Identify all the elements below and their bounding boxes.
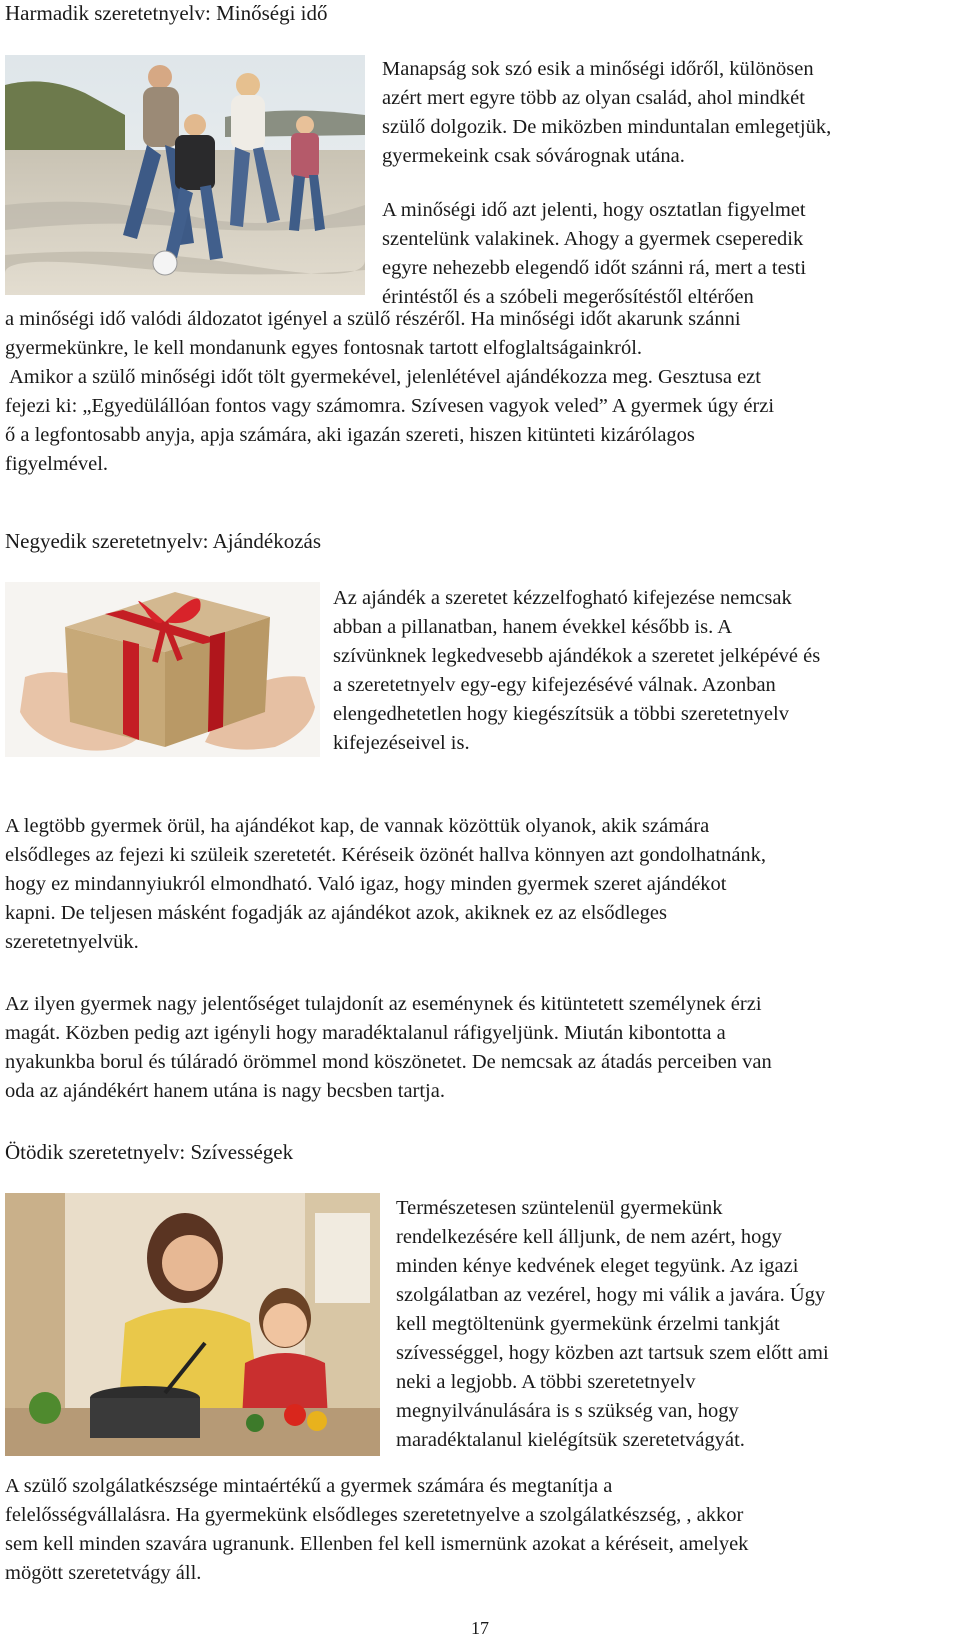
text-line: Az ilyen gyermek nagy jelentőséget tulajdonít az eseménynek és kitüntetett személynek érzi	[5, 993, 762, 1015]
acts-of-service-body	[5, 1472, 748, 1588]
text-line: magát. Közben pedig azt igényli hogy maradéktalanul ráfigyeljünk. Miután kibontotta a	[5, 1022, 726, 1044]
text-line: fejezi ki: „Egyedülállóan fontos vagy számomra. Szívesen vagyok veled” A gyermek úgy érzi	[5, 395, 775, 417]
text-line: felelősségvállalásra. Ha gyermekünk elsődleges szeretetnyelve a szolgálatkészség, , akkor	[5, 1504, 744, 1526]
text-line: A minőségi idő azt jelenti, hogy osztatlan figyelmet	[382, 199, 806, 221]
section-title-quality-time: Harmadik szeretetnyelv: Minőségi idő	[5, 1, 328, 25]
text-line: szülő dolgozik. De miközben minduntalan emlegetjük,	[382, 116, 832, 138]
text-line: kapni. De teljesen másként fogadják az ajándékot azok, akiknek ez az elsődleges	[5, 902, 667, 924]
text-line: elsődleges az fejezi ki szüleik szeretetét. Kéréseik özönét hallva könnyen azt gondolhatnánk,	[5, 844, 767, 866]
text-line: minden kénye kedvének eleget tegyünk. Az igazi	[396, 1255, 799, 1277]
quality-time-body	[5, 305, 774, 479]
text-line: A szülő szolgálatkészsége mintaértékű a gyermek számára és megtanítja a	[5, 1475, 613, 1497]
text-line: kell megtöltenünk gyermekünk érzelmi tankját	[396, 1313, 780, 1335]
page-number: 17	[471, 1618, 489, 1638]
text-line: gyermekünkre, le kell mondanunk egyes fontosnak tartott elfoglaltságainkról.	[5, 337, 643, 359]
family-beach-photo	[5, 55, 365, 295]
text-line: maradéktalanul kielégítsük szeretetvágyát.	[396, 1429, 745, 1451]
text-line: Manapság sok szó esik a minőségi időről, különösen	[382, 58, 814, 80]
gifts-paragraph-1	[5, 812, 766, 957]
gifts-paragraph-2	[5, 990, 772, 1106]
text-line: elengedhetetlen hogy kiegészítsük a többi szeretetnyelv	[333, 703, 789, 725]
text-line: szentelünk valakinek. Ahogy a gyermek cseperedik	[382, 228, 804, 250]
acts-of-service-intro	[396, 1194, 829, 1455]
text-line: mögött szeretetvágy áll.	[5, 1562, 202, 1584]
text-line: rendelkezésére kell álljunk, de nem azért, hogy	[396, 1226, 782, 1248]
text-line: szeretetnyelvük.	[5, 931, 139, 953]
text-line: kifejezéseivel is.	[333, 732, 470, 754]
text-line: figyelmével.	[5, 453, 109, 475]
text-line: szívességgel, hogy közben azt tartsuk szem előtt ami	[396, 1342, 829, 1364]
text-line: neki a legjobb. A többi szeretetnyelv	[396, 1371, 696, 1393]
section-title-gifts: Negyedik szeretetnyelv: Ajándékozás	[5, 529, 322, 553]
text-line: szívünknek legkedvesebb ajándékok a szeretet jelképévé és	[333, 645, 821, 667]
text-line: a szeretetnyelv egy-egy kifejezésévé válnak. Azonban	[333, 674, 776, 696]
text-line: Az ajándék a szeretet kézzelfogható kifejezése nemcsak	[333, 587, 792, 609]
text-line: nyakunkba borul és túláradó örömmel mond köszönetet. De nemcsak az átadás perceiben van	[5, 1051, 772, 1073]
text-line: azért mert egyre több az olyan család, ahol mindkét	[382, 87, 805, 109]
text-line: a minőségi idő valódi áldozatot igényel a szülő részéről. Ha minőségi időt akarunk szánni	[5, 308, 741, 330]
text-line: érintéstől és a szóbeli megerősítéstől eltérően	[382, 286, 754, 308]
gift-box-photo	[5, 582, 320, 757]
quality-time-intro	[382, 55, 831, 312]
text-line: Amikor a szülő minőségi időt tölt gyermekével, jelenlétével ajándékozza meg. Gesztusa ezt	[5, 366, 761, 388]
text-line: oda az ajándékért hanem utána is nagy becsben tartja.	[5, 1080, 445, 1102]
text-line: ő a legfontosabb anyja, apja számára, aki igazán szereti, hiszen kitünteti kizárólagos	[5, 424, 695, 446]
text-line: A legtöbb gyermek örül, ha ajándékot kap, de vannak közöttük olyanok, akik számára	[5, 815, 710, 837]
gifts-intro	[333, 584, 820, 758]
text-line: megnyilvánulására is s szükség van, hogy	[396, 1400, 739, 1422]
text-line: Természetesen szüntelenül gyermekünk	[396, 1197, 723, 1219]
text-line: szolgálatban az vezérel, hogy mi válik a javára. Úgy	[396, 1284, 826, 1306]
text-line: gyermekeink csak sóvárognak utána.	[382, 145, 685, 167]
section-title-acts-of-service: Ötödik szeretetnyelv: Szívességek	[5, 1140, 294, 1164]
blank-line	[382, 171, 831, 196]
text-line: sem kell minden szavára ugranunk. Ellenben fel kell ismernünk azokat a kéréseit, amelyek	[5, 1533, 749, 1555]
mother-daughter-cooking-photo	[5, 1193, 380, 1456]
text-line: hogy ez mindannyiukról elmondható. Való igaz, hogy minden gyermek szeret ajándékot	[5, 873, 727, 895]
text-line: egyre nehezebb elegendő időt szánni rá, mert a testi	[382, 257, 807, 279]
text-line: abban a pillanatban, hanem évekkel később is. A	[333, 616, 733, 638]
